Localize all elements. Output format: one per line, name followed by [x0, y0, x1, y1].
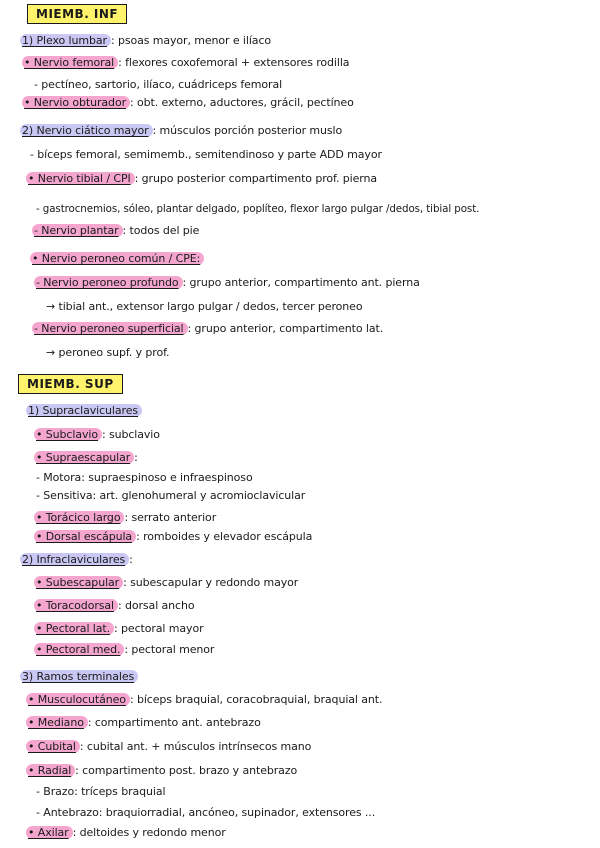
radial-desc: : compartimento post. brazo y antebrazo — [75, 764, 298, 777]
plantar-heading: - Nervio plantar — [32, 224, 123, 237]
section-title-inf: MIEMB. INF — [27, 4, 127, 24]
cubital-heading: • Cubital — [26, 740, 80, 753]
femoral-desc: : flexores coxofemoral + extensores rodilla — [118, 56, 350, 69]
ciatico-heading: 2) Nervio ciático mayor — [20, 124, 153, 137]
cubital-desc: : cubital ant. + músculos intrínsecos mano — [79, 740, 312, 753]
pectoral-lat-desc: : pectoral mayor — [114, 622, 204, 635]
radial-heading: • Radial — [26, 764, 75, 777]
supraescapular-sensitiva: - Sensitiva: art. glenohumeral y acromioclavicular — [36, 489, 306, 502]
obturador-line — [22, 96, 354, 110]
supraescapular-heading: • Supraescapular — [34, 451, 134, 464]
pectoral-lat-line — [34, 622, 204, 636]
mediano-heading: • Mediano — [26, 716, 88, 729]
toracodorsal-line — [34, 599, 195, 613]
plexo-lumbar-line — [20, 34, 271, 48]
peroneo-superficial-desc: : grupo anterior, compartimento lat. — [187, 322, 384, 335]
supraescapular-colon: : — [134, 451, 138, 464]
toracico-largo-line — [34, 511, 216, 525]
infraclaviculares-colon: : — [129, 553, 133, 566]
musculocutaneo-desc: : bíceps braquial, coracobraquial, braquial ant. — [129, 693, 383, 706]
femoral-line — [22, 56, 349, 70]
axilar-heading: • Axilar — [26, 826, 73, 839]
dorsal-escapula-heading: • Dorsal escápula — [34, 530, 136, 543]
plexo-lumbar-heading: 1) Plexo lumbar — [20, 34, 111, 47]
plantar-desc: : todos del pie — [122, 224, 200, 237]
pectoral-med-heading: • Pectoral med. — [34, 643, 124, 656]
peroneo-profundo-line — [34, 276, 420, 290]
tibial-desc: : grupo posterior compartimento prof. pierna — [134, 172, 378, 185]
peroneo-profundo-muscles: → tibial ant., extensor largo pulgar / dedos, tercer peroneo — [46, 300, 363, 313]
mediano-desc: : compartimento ant. antebrazo — [87, 716, 261, 729]
supraescapular-motora: - Motora: supraespinoso e infraespinoso — [36, 471, 253, 484]
pectoral-lat-heading: • Pectoral lat. — [34, 622, 114, 635]
femoral-heading: • Nervio femoral — [22, 56, 118, 69]
ciatico-muscles: - bíceps femoral, semimemb., semitendinoso y parte ADD mayor — [30, 148, 382, 161]
tibial-heading: • Nervio tibial / CPI — [26, 172, 135, 185]
subclavio-desc: : subclavio — [101, 428, 160, 441]
plantar-line — [32, 224, 199, 238]
tibial-muscles: - gastrocnemios, sóleo, plantar delgado, poplíteo, flexor largo pulgar /dedos, tibial post. — [36, 203, 480, 215]
supraclaviculares-heading: 1) Supraclaviculares — [26, 404, 142, 417]
peroneo-profundo-heading: - Nervio peroneo profundo — [34, 276, 183, 289]
ciatico-desc: : músculos porción posterior muslo — [152, 124, 343, 137]
tibial-line — [26, 172, 377, 186]
musculocutaneo-line — [26, 693, 382, 707]
supraclaviculares-line — [26, 404, 142, 418]
peroneo-superficial-line — [32, 322, 383, 336]
section-title-sup: MIEMB. SUP — [18, 374, 123, 394]
radial-antebrazo: - Antebrazo: braquiorradial, ancóneo, supinador, extensores ... — [36, 806, 376, 819]
subclavio-line — [34, 428, 160, 442]
infraclaviculares-line — [20, 553, 133, 567]
infraclaviculares-heading: 2) Infraclaviculares — [20, 553, 129, 566]
toracodorsal-desc: : dorsal ancho — [117, 599, 195, 612]
subescapular-desc: : subescapular y redondo mayor — [123, 576, 299, 589]
pectoral-med-desc: : pectoral menor — [124, 643, 215, 656]
toracico-largo-desc: : serrato anterior — [124, 511, 217, 524]
axilar-desc: : deltoides y redondo menor — [72, 826, 226, 839]
peroneo-comun-line — [30, 252, 204, 266]
musculocutaneo-heading: • Musculocutáneo — [26, 693, 130, 706]
mediano-line — [26, 716, 261, 730]
peroneo-superficial-heading: - Nervio peroneo superficial — [32, 322, 188, 335]
dorsal-escapula-desc: : romboides y elevador escápula — [136, 530, 313, 543]
plexo-lumbar-desc: : psoas mayor, menor e ilíaco — [110, 34, 272, 47]
radial-brazo: - Brazo: tríceps braquial — [36, 785, 166, 798]
radial-line — [26, 764, 297, 778]
obturador-desc: : obt. externo, aductores, grácil, pectíneo — [130, 96, 354, 109]
supraescapular-line — [34, 451, 138, 465]
subescapular-line — [34, 576, 298, 590]
obturador-heading: • Nervio obturador — [22, 96, 130, 109]
femoral-muscles: - pectíneo, sartorio, ilíaco, cuádriceps femoral — [34, 78, 283, 91]
pectoral-med-line — [34, 643, 214, 657]
peroneo-superficial-muscles: → peroneo supf. y prof. — [46, 346, 170, 359]
peroneo-profundo-desc: : grupo anterior, compartimento ant. pierna — [182, 276, 420, 289]
subclavio-heading: • Subclavio — [34, 428, 102, 441]
peroneo-comun-heading: • Nervio peroneo común / CPE: — [30, 252, 204, 265]
ciatico-line — [20, 124, 342, 138]
subescapular-heading: • Subescapular — [34, 576, 123, 589]
dorsal-escapula-line — [34, 530, 312, 544]
toracico-largo-heading: • Torácico largo — [34, 511, 124, 524]
ramos-terminales-heading: 3) Ramos terminales — [20, 670, 138, 683]
toracodorsal-heading: • Toracodorsal — [34, 599, 118, 612]
ramos-terminales-line — [20, 670, 138, 684]
axilar-line — [26, 826, 226, 840]
cubital-line — [26, 740, 311, 754]
